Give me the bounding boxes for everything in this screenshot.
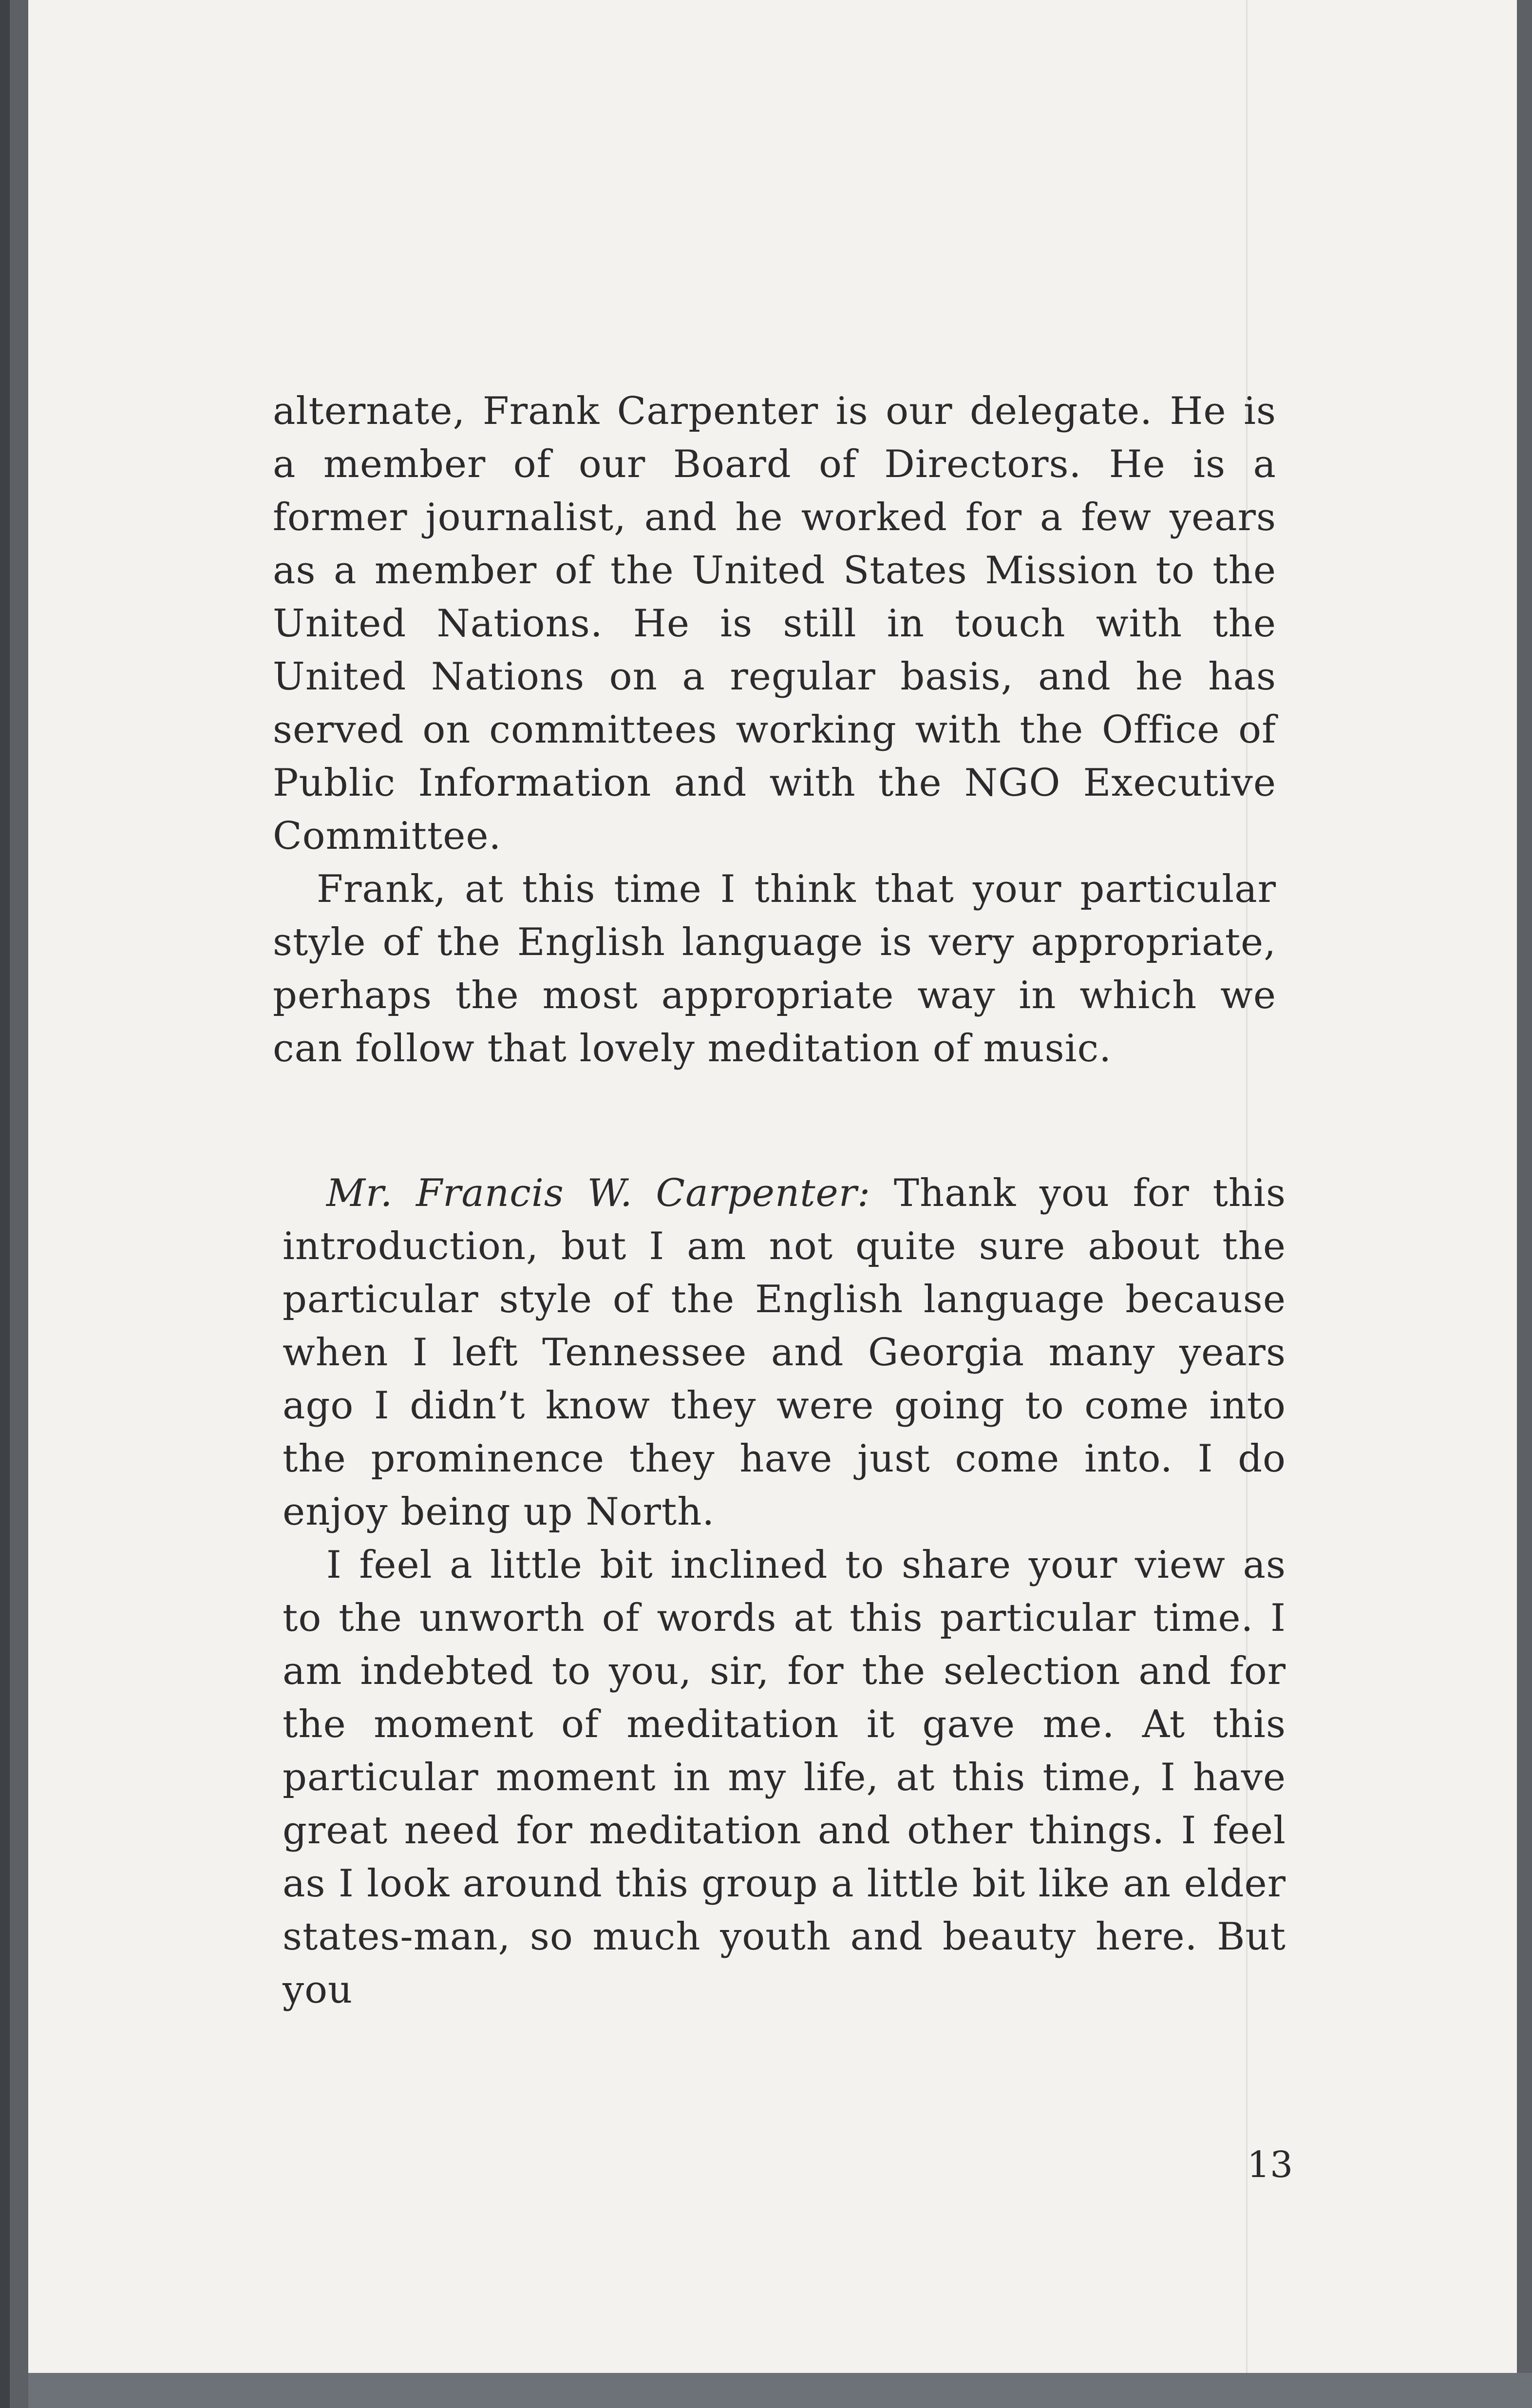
text-block-upper	[273, 385, 1276, 1075]
paragraph-introduction: alternate, Frank Carpenter is our delegate. He is a member of our Board of Directors. He is a former journalist, and he worked for a few years as a member of the United States Mission to the United Nations. He is still in touch with the United Nations on a regular basis, and he has served on committees working with the Office of Public Information and with the NGO Executive Committee.	[273, 389, 1276, 858]
paragraph-frank-address: Frank, at this time I think that your particular style of the English language is very appropriate, perhaps the most appropriate way in which we can follow that lovely meditation of music.	[273, 867, 1276, 1070]
paragraph-carpenter-reply	[283, 1167, 1286, 1539]
speaker-name: Mr. Francis W. Carpenter:	[326, 1171, 871, 1215]
scan-left-edge	[0, 0, 10, 2408]
scan-bottom-band	[28, 2373, 1532, 2408]
reply-text: Thank you for this introduction, but I am not quite sure about the particular style of the English language because when I left Tennessee and Georgia many years ago I didn’t know they were going to come into the prominence they have just come into. I do enjoy being up North.	[283, 1171, 1286, 1534]
text-block-lower	[283, 1167, 1286, 2017]
paragraph-carpenter-continued: I feel a little bit inclined to share your view as to the unworth of words at this particular time. I am indebted to you, sir, for the selection and for the moment of meditation it gave me. At this particular moment in my life, at this time, I have great need for meditation and other things. I feel as I look around this group a little bit like an elder states-man, so much youth and beauty here. But you	[283, 1543, 1286, 2012]
page-number: 13	[1247, 2144, 1293, 2186]
